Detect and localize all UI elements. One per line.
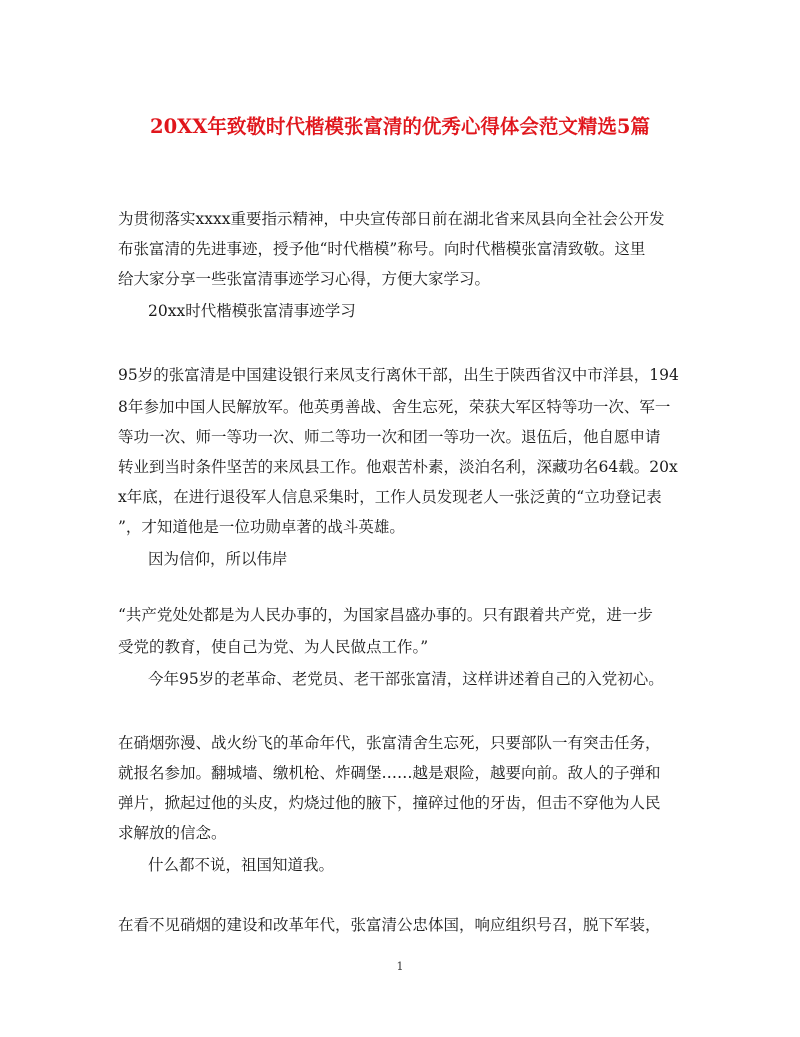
page-number: 1	[396, 960, 404, 973]
body-line: 8年参加中国人民解放军。他英勇善战、舍生忘死，荣获大军区特等功一次、军一	[118, 398, 671, 416]
body-line: 求解放的信念。	[118, 824, 227, 842]
body-line: 就报名参加。翻城墙、缴机枪、炸碉堡……越是艰险，越要向前。敌人的子弹和	[118, 764, 661, 782]
quote-line: “共产党处处都是为人民办事的，为国家昌盛办事的。只有跟着共产党，进一步	[118, 606, 653, 624]
body-line: 95岁的张富清是中国建设银行来凤支行离休干部，出生于陕西省汉中市洋县，194	[118, 366, 679, 384]
body-line: ”，才知道他是一位功勋卓著的战斗英雄。	[118, 518, 405, 536]
body-line: 今年95岁的老革命、老党员、老干部张富清，这样讲述着自己的入党初心。	[148, 670, 664, 688]
section-heading: 20xx时代楷模张富清事迹学习	[148, 302, 356, 320]
body-line: 为贯彻落实xxxx重要指示精神，中央宣传部日前在湖北省来凤县向全社会公开发	[118, 210, 665, 228]
body-line: 等功一次、师一等功一次、师二等功一次和团一等功一次。退伍后，他自愿申请	[118, 428, 661, 446]
quote-line: 受党的教育，使自己为党、为人民做点工作。”	[118, 638, 429, 656]
document-title: 20XX年致敬时代楷模张富清的优秀心得体会范文精选5篇	[150, 115, 650, 138]
body-line: 弹片，掀起过他的头皮，灼烧过他的腋下，撞碎过他的牙齿，但击不穿他为人民	[118, 794, 661, 812]
section-heading: 什么都不说，祖国知道我。	[148, 856, 335, 874]
body-line: 在看不见硝烟的建设和改革年代，张富清公忠体国，响应组织号召，脱下军装，	[118, 916, 661, 934]
section-heading: 因为信仰，所以伟岸	[148, 550, 288, 568]
body-line: x年底，在进行退役军人信息采集时，工作人员发现老人一张泛黄的“立功登记表	[118, 488, 662, 506]
body-line: 布张富清的先进事迹，授予他“时代楷模”称号。向时代楷模张富清致敬。这里	[118, 240, 646, 258]
body-line: 在硝烟弥漫、战火纷飞的革命年代，张富清舍生忘死，只要部队一有突击任务，	[118, 734, 661, 752]
body-line: 转业到当时条件坚苦的来凤县工作。他艰苦朴素，淡泊名利，深藏功名64载。20x	[118, 458, 678, 476]
body-line: 给大家分享一些张富清事迹学习心得，方便大家学习。	[118, 270, 491, 288]
